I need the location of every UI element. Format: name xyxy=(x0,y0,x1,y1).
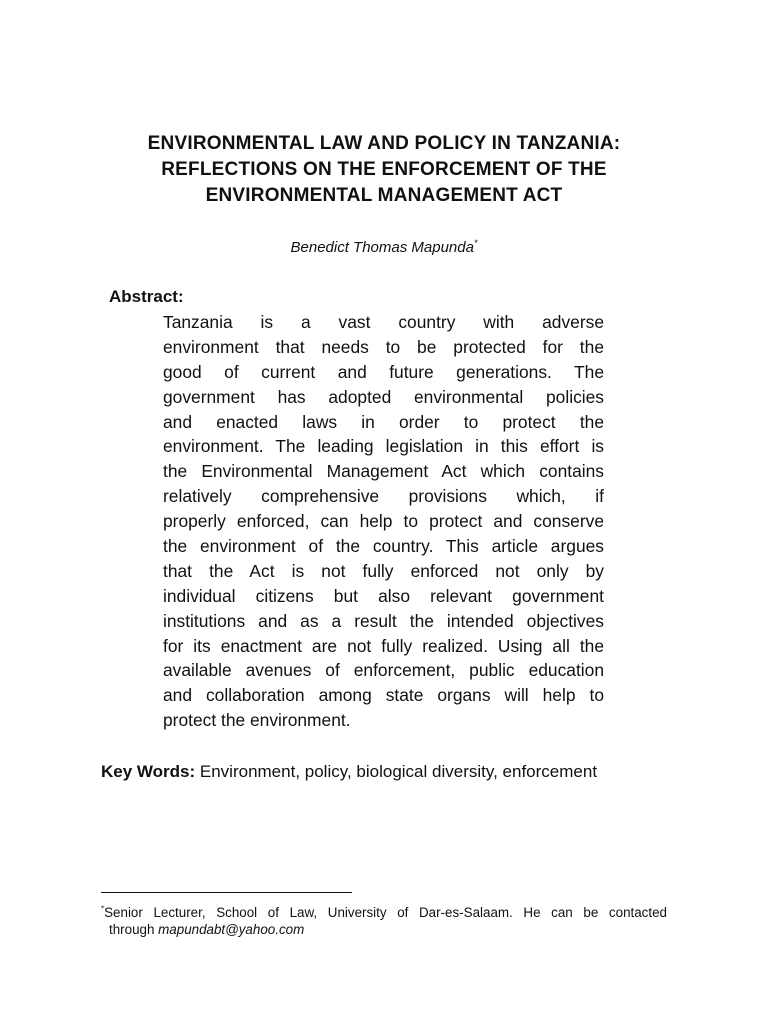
abstract-line: good of current and future generations. The xyxy=(163,361,604,382)
abstract-line: that the Act is not fully enforced not only by xyxy=(163,560,604,581)
footnote-contact-prefix: through xyxy=(109,922,159,937)
author-footnote-marker: * xyxy=(473,238,478,248)
abstract-line: and enacted laws in order to protect the xyxy=(163,411,604,432)
abstract-line: environment that needs to be protected for the xyxy=(163,336,604,357)
abstract-line: properly enforced, can help to protect and conserve xyxy=(163,511,604,532)
footnote-marker: * xyxy=(101,904,105,914)
author-name: Benedict Thomas Mapunda xyxy=(290,239,474,256)
keywords-label: Key Words: xyxy=(101,762,196,781)
title-line-3: ENVIRONMENTAL MANAGEMENT ACT xyxy=(205,185,563,206)
abstract-line: available avenues of enforcement, public education xyxy=(163,660,604,681)
keywords-line xyxy=(101,760,597,784)
footnote-email: mapundabt@yahoo.com xyxy=(158,922,305,937)
abstract-heading: Abstract: xyxy=(109,287,184,306)
abstract-line: individual citizens but also relevant government xyxy=(163,585,604,606)
abstract-line: protect the environment. xyxy=(163,710,351,731)
footnote-text: Senior Lecturer, School of Law, University of Dar-es-Salaam. He can be contacted xyxy=(104,905,667,920)
footnote-line-2 xyxy=(101,921,667,938)
abstract-line: institutions and as a result the intended objectives xyxy=(163,610,604,631)
abstract-body xyxy=(163,310,604,733)
abstract-line: environment. The leading legislation in this effort is xyxy=(163,436,604,457)
abstract-line: relatively comprehensive provisions which, if xyxy=(163,486,604,507)
footnote-divider xyxy=(101,892,352,893)
keywords-text: Environment, policy, biological diversity, enforcement xyxy=(195,762,598,781)
title-line-2: REFLECTIONS ON THE ENFORCEMENT OF THE xyxy=(161,159,607,180)
footnote xyxy=(101,904,667,938)
title-line-1: ENVIRONMENTAL LAW AND POLICY IN TANZANIA: xyxy=(147,133,621,154)
abstract-line: Tanzania is a vast country with adverse xyxy=(163,312,604,332)
abstract-line: the environment of the country. This article argues xyxy=(163,536,604,557)
abstract-line: for its enactment are not fully realized. Using all the xyxy=(163,635,604,656)
footnote-line-1 xyxy=(101,904,667,921)
abstract-line: government has adopted environmental policies xyxy=(163,386,604,407)
abstract-line: and collaboration among state organs will help to xyxy=(163,685,604,706)
article-title xyxy=(80,131,688,209)
author-line xyxy=(0,238,768,258)
abstract-line: the Environmental Management Act which contains xyxy=(163,461,604,482)
